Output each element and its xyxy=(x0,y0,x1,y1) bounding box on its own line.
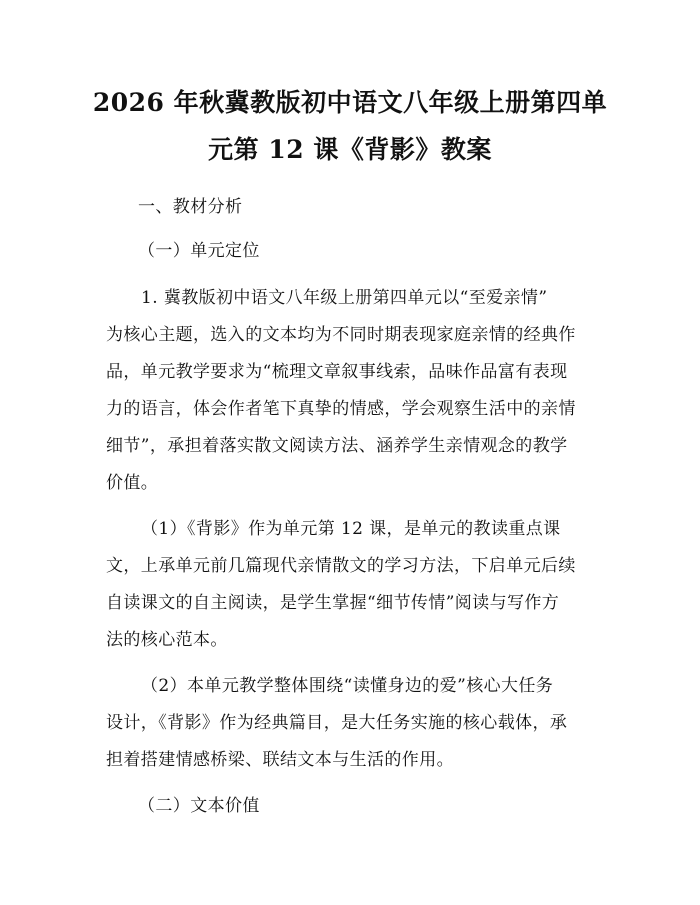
paragraph-line: （2）本单元教学整体围绕“读懂身边的爱”核心大任务 xyxy=(141,676,554,696)
paragraph-line: 细节”，承担着落实散文阅读方法、涵养学生亲情观念的教学 xyxy=(106,436,568,456)
paragraph-line: 自读课文的自主阅读，是学生掌握“细节传情”阅读与写作方 xyxy=(106,593,560,613)
subsection-heading-text-value: （二）文本价值 xyxy=(138,796,260,816)
section-heading-textbook-analysis: 一、教材分析 xyxy=(138,197,243,217)
paragraph-line: 设计，《背影》作为经典篇目，是大任务实施的核心载体，承 xyxy=(106,713,568,733)
document-title-line-2: 元第 12 课《背影》教案 xyxy=(208,135,492,164)
subsection-heading-unit-position: （一）单元定位 xyxy=(138,241,260,261)
paragraph-line: 力的语言，体会作者笔下真挚的情感，学会观察生活中的亲情 xyxy=(106,399,576,419)
paragraph-line: 价值。 xyxy=(106,473,159,493)
document-title-line-1: 2026 年秋冀教版初中语文八年级上册第四单 xyxy=(92,88,608,117)
paragraph-line: 文，上承单元前几篇现代亲情散文的学习方法，下启单元后续 xyxy=(106,556,576,576)
paragraph-line: 为核心主题，选入的文本均为不同时期表现家庭亲情的经典作 xyxy=(106,325,576,345)
paragraph-line: （1）《背影》作为单元第 12 课，是单元的教读重点课 xyxy=(141,519,561,539)
paragraph-line: 品，单元教学要求为“梳理文章叙事线索，品味作品富有表现 xyxy=(106,362,568,382)
paragraph-line: 1. 冀教版初中语文八年级上册第四单元以“至爱亲情” xyxy=(141,288,548,308)
paragraph-line: 法的核心范本。 xyxy=(106,630,228,650)
paragraph-line: 担着搭建情感桥梁、联结文本与生活的作用。 xyxy=(106,750,454,770)
